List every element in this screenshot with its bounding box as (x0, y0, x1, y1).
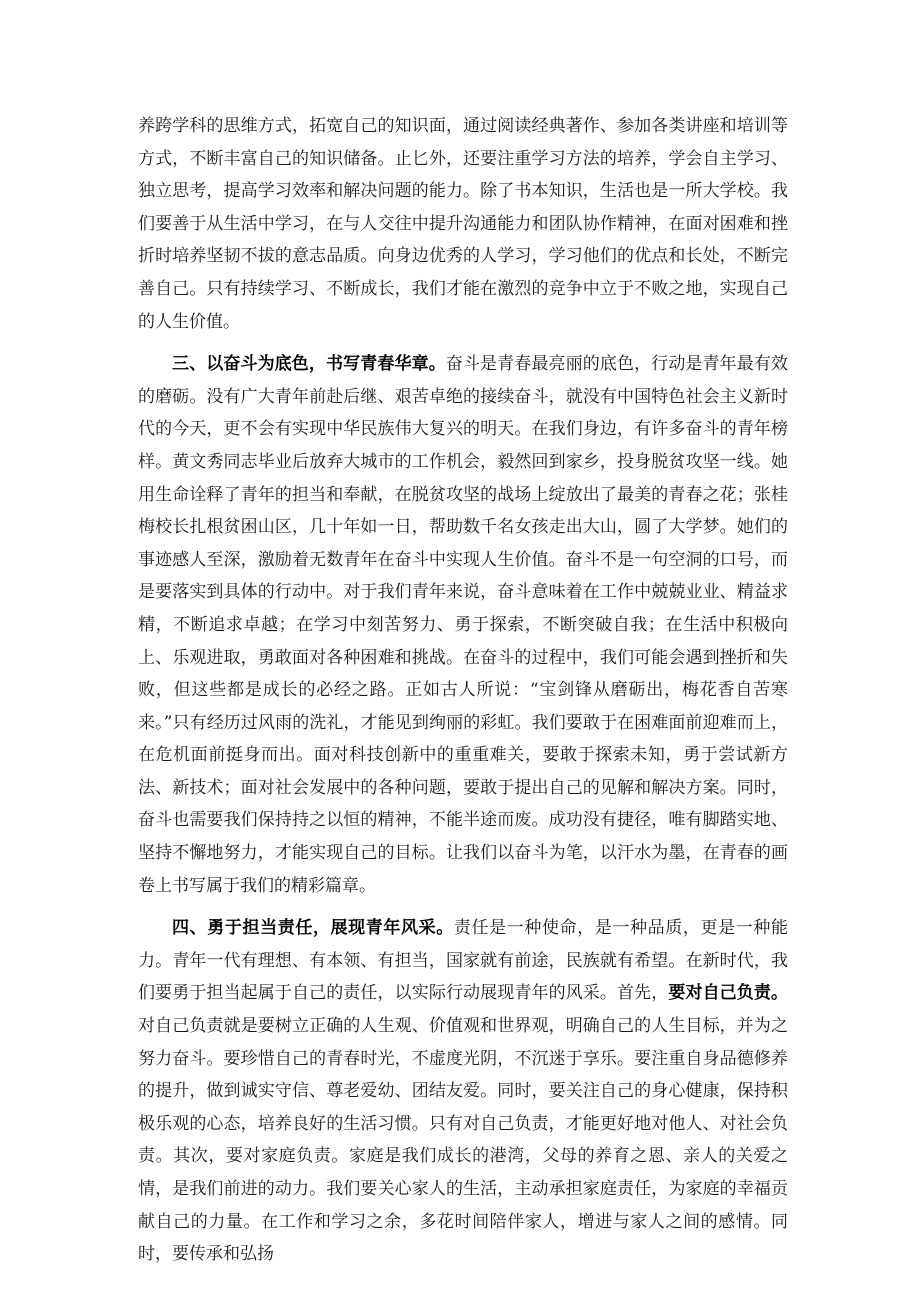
document-page (138, 110, 788, 1281)
section-heading: 四、勇于担当责任，展现青年风采。 (172, 918, 454, 939)
paragraph-section-three (138, 348, 788, 902)
section-heading: 三、以奋斗为底色，书写青春华章。 (172, 354, 446, 375)
paragraph-section-four (138, 912, 788, 1271)
paragraph-body: 养跨学科的思维方式，拓宽自己的知识面，通过阅读经典著作、参加各类讲座和培训等方式，不断丰富自己的知识储备。止匕外，还要注重学习方法的培养，学会自主学习、独立思考，提高学习效率和解决问题的能力。除了书本知识，生活也是一所大学校。我们要善于从生活中学习，在与人交往中提升沟通能力和团队协作精神，在面对困难和挫折时培养坚韧不拔的意志品质。向身边优秀的人学习，学习他们的优点和长处，不断完善自己。只有持续学习、不断成长，我们才能在激烈的竞争中立于不败之地，实现自己的人生价值。 (138, 116, 788, 332)
paragraph-continued (138, 110, 788, 338)
paragraph-body-continued: 对自己负责就是要树立正确的人生观、价值观和世界观，明确自己的人生目标，并为之努力奋斗。要珍惜自己的青春时光，不虚度光阴，不沉迷于享乐。要注重自身品德修养的提升，做到诚实守信、尊老爱幼、团结友爱。同时，要关注自己的身心健康，保持积极乐观的心态，培养良好的生活习惯。只有对自己负责，才能更好地对他人、对社会负责。其次，要对家庭负责。家庭是我们成长的港湾，父母的养育之恩、亲人的关爱之情，是我们前进的动力。我们要关心家人的生活，主动承担家庭责任，为家庭的幸福贡献自己的力量。在工作和学习之余，多花时间陪伴家人，增进与家人之间的感情。同时，要传承和弘扬 (138, 1016, 788, 1265)
paragraph-body: 奋斗是青春最亮丽的底色，行动是青年最有效的磨砺。没有广大青年前赴后继、艰苦卓绝的接续奋斗，就没有中国特色社会主义新时代的今天，更不会有实现中华民族伟大复兴的明天。在我们身边，有许多奋斗的青年榜样。黄文秀同志毕业后放弃大城市的工作机会，毅然回到家乡，投身脱贫攻坚一线。她用生命诠释了青年的担当和奉献，在脱贫攻坚的战场上绽放出了最美的青春之花；张桂梅校长扎根贫困山区，几十年如一日，帮助数千名女孩走出大山，圆了大学梦。她们的事迹感人至深，激励着无数青年在奋斗中实现人生价值。奋斗不是一句空洞的口号，而是要落实到具体的行动中。对于我们青年来说，奋斗意味着在工作中兢兢业业、精益求精，不断追求卓越；在学习中刻苦努力、勇于探索，不断突破自我；在生活中积极向上、乐观进取，勇敢面对各种困难和挑战。在奋斗的过程中，我们可能会遇到挫折和失败，但这些都是成长的必经之路。正如古人所说：“宝剑锋从磨砺出，梅花香自苦寒来。”只有经历过风雨的洗礼，才能见到绚丽的彩虹。我们要敢于在困难面前迎难而上，在危机面前挺身而出。面对科技创新中的重重难关，要敢于探索未知，勇于尝试新方法、新技术；面对社会发展中的各种问题，要敢于提出自己的见解和解决方案。同时，奋斗也需要我们保持持之以恒的精神，不能半途而废。成功没有捷径，唯有脚踏实地、坚持不懈地努力，才能实现自己的目标。让我们以奋斗为笔，以汗水为墨，在青春的画卷上书写属于我们的精彩篇章。 (138, 354, 788, 896)
paragraph-body: 责任是一种使命，是一种品质，更是一种能力。青年一代有理想、有本领、有担当，国家就有前途，民族就有希望。在新时代，我们要勇于担当起属于自己的责任，以实际行动展现青年的风采。首先， (138, 918, 789, 1004)
emphasis-text: 要对自己负责。 (668, 983, 789, 1004)
